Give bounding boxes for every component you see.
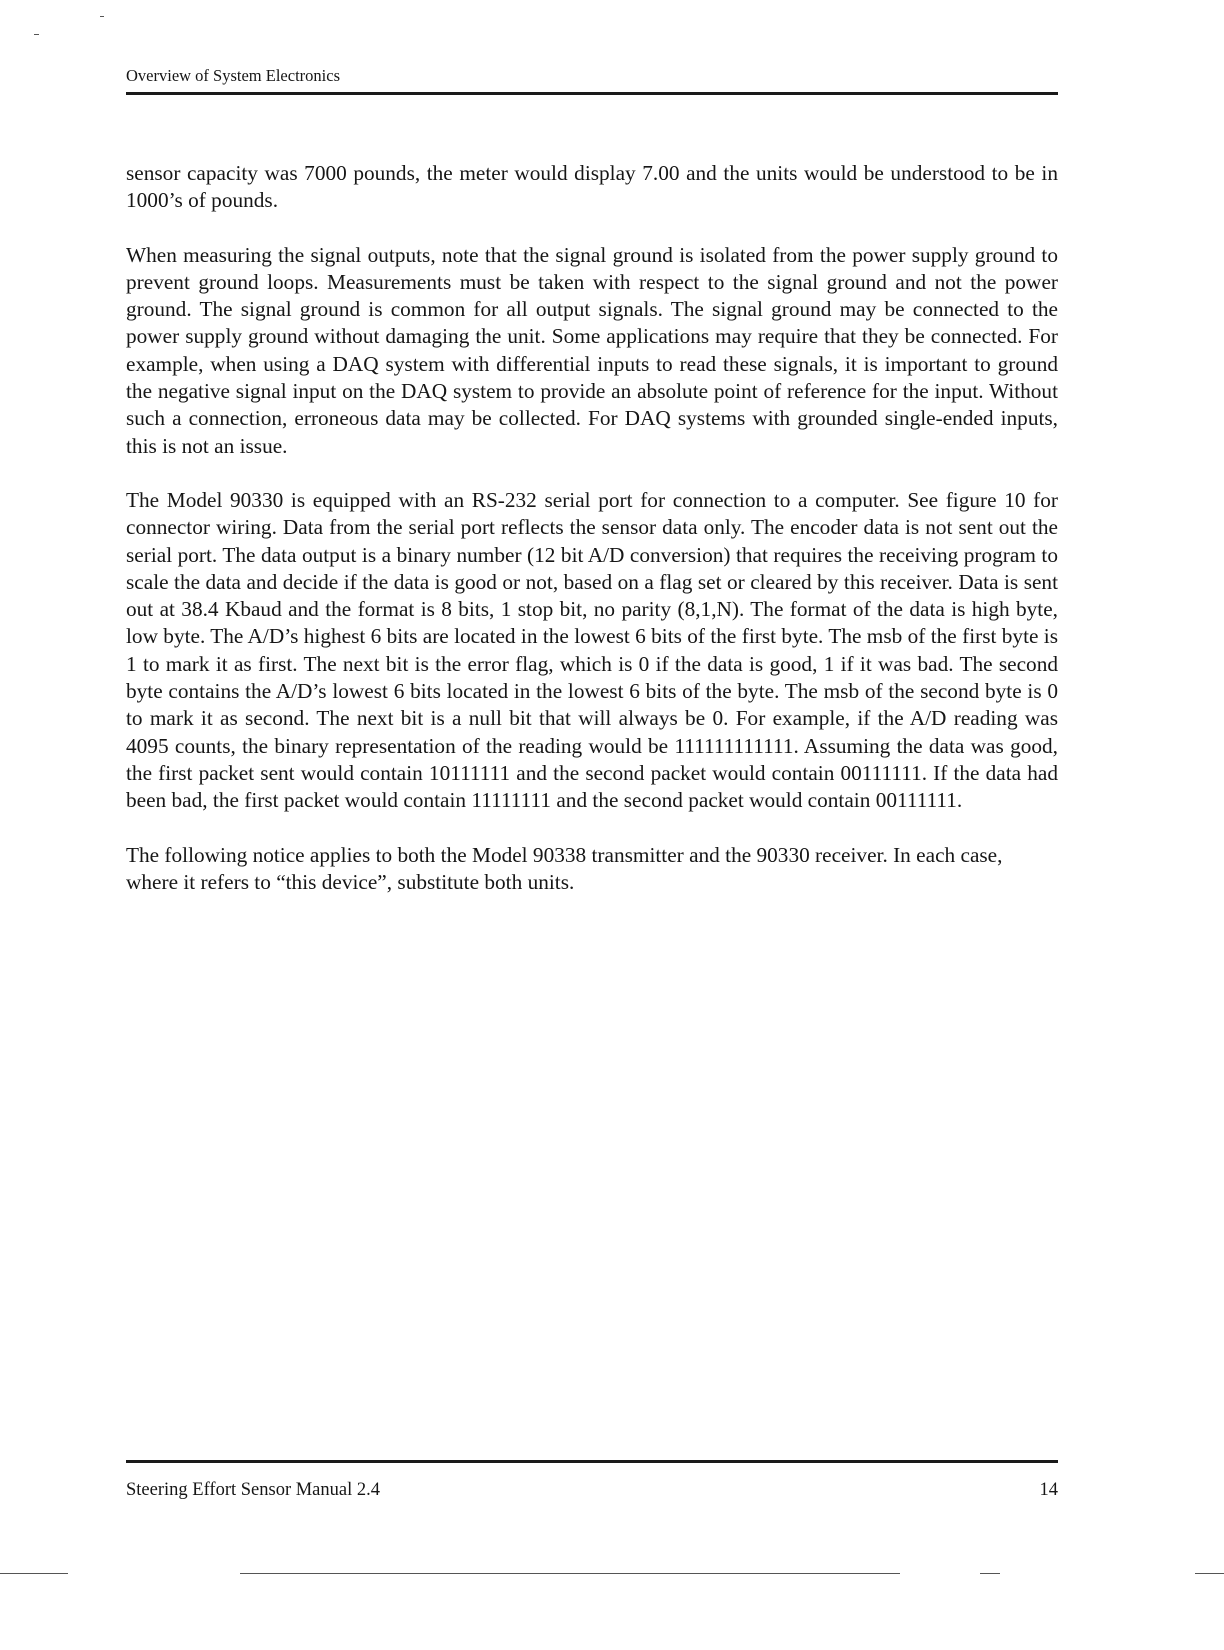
scan-artifact-line xyxy=(34,34,39,35)
page-footer xyxy=(126,1460,1058,1501)
header-rule xyxy=(126,92,1058,95)
paragraph-notice: The following notice applies to both the Model 90338 transmitter and the 90330 receiver. In each case, where it refers to “this device”, substitute both units. xyxy=(126,842,1003,894)
scan-artifact-line xyxy=(0,1573,68,1574)
scan-artifact-line xyxy=(240,1573,900,1574)
footer-rule xyxy=(126,1460,1058,1463)
page-number: 14 xyxy=(1039,1480,1058,1500)
paragraph-serial-port: The Model 90330 is equipped with an RS-232 serial port for connection to a computer. See figure 10 for connector wiring. Data from the serial port reflects the sensor data only. The encoder data is not sent out the serial port. The data output is a binary number (12 bit A/D conversion) that requires the receiving program to scale the data and decide if the data is good or not, based on a flag set or cleared by this receiver. Data is sent out at 38.4 Kbaud and the format is 8 bits, 1 stop bit, no parity (8,1,N). The format of the data is high byte, low byte. The A/D’s highest 6 bits are located in the lowest 6 bits of the first byte. The msb of the first byte is 1 to mark it as first. The next bit is the error flag, which is 0 if the data is good, 1 if it was bad. The second byte contains the A/D’s lowest 6 bits located in the lowest 6 bits of the byte. The msb of the second byte is 0 to mark it as second. The next bit is a null bit that will always be 0. For example, if the A/D reading was 4095 counts, the binary representation of the reading would be 111111111111. Assuming the data was good, the first packet sent would contain 10111111 and the second packet would contain 00111111. If the data had been bad, the first packet would contain 11111111 and the second packet would contain 00111111. xyxy=(126,487,1058,813)
scan-artifact-line xyxy=(100,16,104,17)
scan-artifact-line xyxy=(1195,1573,1224,1574)
footer-manual-title: Steering Effort Sensor Manual 2.4 xyxy=(126,1480,380,1500)
header-title: Overview of System Electronics xyxy=(126,66,340,85)
paragraph-sensor-capacity: sensor capacity was 7000 pounds, the meter would display 7.00 and the units would be understood to be in 1000’s of pounds. xyxy=(126,161,1058,213)
body-text xyxy=(126,160,1058,923)
paragraph-signal-ground: When measuring the signal outputs, note that the signal ground is isolated from the power supply ground to prevent ground loops. Measurements must be taken with respect to the signal ground and not the power ground. The signal ground is common for all output signals. The signal ground may be connected to the power supply ground without damaging the unit. Some applications may require that they be connected. For example, when using a DAQ system with differential inputs to read these signals, it is important to ground the negative signal input on the DAQ system to provide an absolute point of reference for the input. Without such a connection, erroneous data may be collected. For DAQ systems with grounded single-ended inputs, this is not an issue. xyxy=(126,242,1058,458)
page-header xyxy=(126,66,1056,95)
footer-row xyxy=(126,1479,1058,1501)
scan-artifact-line xyxy=(980,1573,1000,1574)
